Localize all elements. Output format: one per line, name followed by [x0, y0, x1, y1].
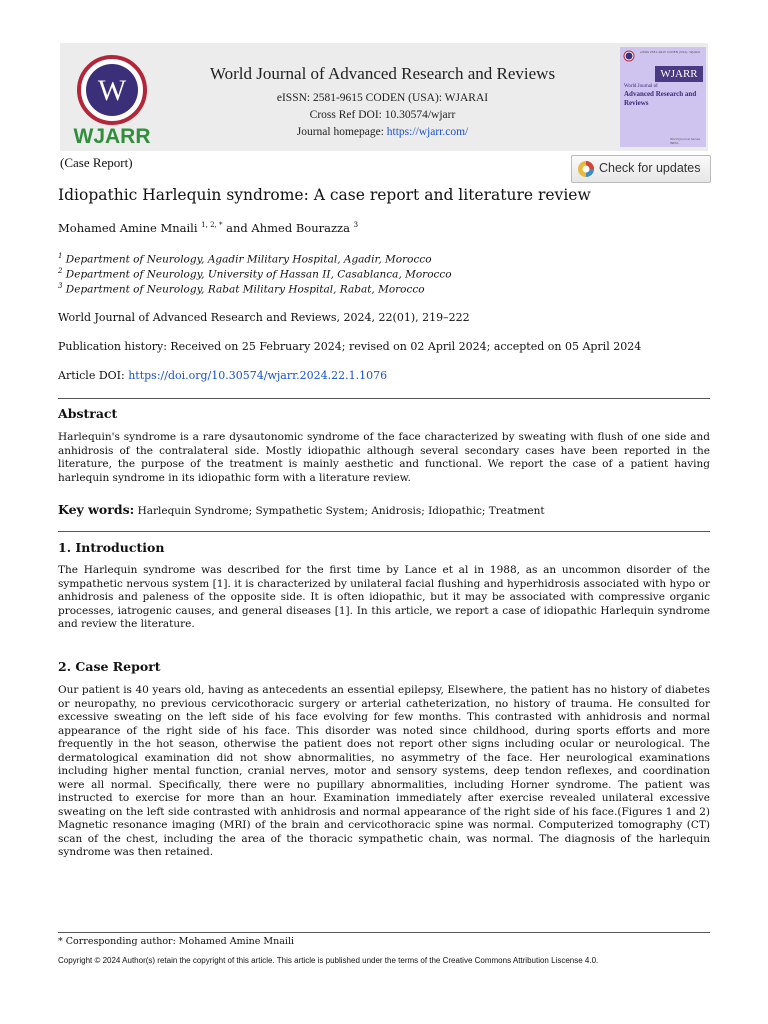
cover-logo-icon	[623, 50, 635, 62]
abstract-heading: Abstract	[58, 406, 118, 421]
affiliation: $^3$ Department of Neurology, Rabat Military Hospital, Rabat, Morocco	[58, 282, 425, 296]
keywords-text: Harlequin Syndrome; Sympathetic System; Anidrosis; Idiopathic; Treatment	[134, 505, 545, 517]
author-affiliation-marks: 1, 2, *	[201, 221, 223, 230]
cover-abbrev: WJARR	[655, 66, 703, 82]
homepage-label: Journal homepage:	[296, 126, 387, 138]
divider	[58, 531, 710, 532]
copyright-notice: Copyright © 2024 Author(s) retain the copyright of this article. This article is published under the terms of the Creative Commons Attribution Liscense 4.0.	[58, 956, 599, 965]
homepage-line	[170, 126, 595, 138]
crossref-line: Cross Ref DOI: 10.30574/wjarr	[309, 109, 456, 121]
crossmark-icon	[577, 160, 595, 178]
wjarr-logo	[70, 50, 154, 146]
article-title: Idiopathic Harlequin syndrome: A case report and literature review	[58, 186, 591, 204]
case-report-text: Our patient is 40 years old, having as antecedents an essential epilepsy, Elsewhere, the patient has no history of diabetes or neuropathy, no previous cervicothoracic surgery or arterial catheterization, no history of trauma. He consulted for excessive sweating on the left side of his face evolving for few months. This contrasted with anhidrosis and normal appearance of the right side of his face. This disorder was noted since childhood, during sports efforts and more frequently in the hot season, otherwise the patient does not report other signs including ocular or neurological. The dermatological examination did not show abnormalities, no asymmetry of the face. Her neurological examinations including higher mental function, cranial nerves, motor and sensory systems, deep tendon reflexes, and coordination were all normal. Specifically, there were no pupillary abnormalities, including Horner syndrome. The patient was instructed to exercise for more than an hour. Examination immediately after exercise revealed unilateral excessive sweating on the left side contrasted with anhidrosis and normal appearance of the right side of his face.(Figures 1 and 2) Magnetic resonance imaging (MRI) of the brain and cervicothoracic spine was normal. Computerized tomography (CT) scan of the chest, including the area of the thoracic sympathetic chain, was normal. The diagnosis of the harlequin syndrome was then retained.	[58, 684, 710, 858]
logo-text: WJARR	[73, 125, 151, 146]
author-affiliation-marks: 3	[353, 221, 359, 230]
corresponding-author: * Corresponding author: Mohamed Amine Mnaili	[58, 936, 295, 947]
article-type-label: (Case Report)	[60, 155, 133, 170]
introduction-text: The Harlequin syndrome was described for the first time by Lance et al in 1988, as an uncommon disorder of the sympathetic nervous system [1]. it is characterized by unilateral facial flushing and hyperhidrosis associated with hypo or anhidrosis and paleness of the opposite side. It is often idiopathic, but it may be associated with compressive organic processes, iatrogenic causes, and general diseases [1]. In this article, we report a case of idiopathic Harlequin syndrome and review the literature.	[58, 564, 710, 630]
logo-letter: W	[97, 74, 127, 107]
cover-title: Advanced Research and Reviews	[624, 90, 697, 107]
author-list	[58, 221, 358, 235]
author-conjunction: and Ahmed Bourazza	[222, 221, 354, 235]
keywords-line	[58, 502, 545, 517]
cover-small-title: World Journal of	[624, 84, 658, 89]
journal-name: World Journal of Advanced Research and Reviews	[209, 64, 556, 83]
footer-divider	[58, 932, 710, 933]
keywords-label: Key words:	[58, 502, 135, 517]
issn-line: eISSN: 2581-9615 CODEN (USA): WJARAI	[276, 92, 489, 104]
divider	[58, 398, 710, 399]
affiliation: $^1$ Department of Neurology, Agadir Military Hospital, Agadir, Morocco	[58, 252, 432, 266]
affiliation: $^2$ Department of Neurology, University of Hassan II, Casablanca, Morocco	[58, 267, 452, 281]
case-report-heading: 2. Case Report	[58, 659, 161, 674]
author-name: Mohamed Amine Mnaili	[58, 221, 202, 235]
introduction-heading: 1. Introduction	[58, 540, 165, 555]
homepage-link[interactable]: https://wjarr.com/	[386, 126, 469, 138]
check-for-updates-button[interactable]	[571, 155, 711, 183]
citation-line: World Journal of Advanced Research and Reviews, 2024, 22(01), 219–222	[58, 311, 470, 324]
check-updates-label: Check for updates	[599, 161, 701, 175]
doi-link[interactable]: https://doi.org/10.30574/wjarr.2024.22.1.1076	[128, 369, 388, 382]
article-doi	[58, 369, 387, 382]
publication-history: Publication history: Received on 25 February 2024; revised on 02 April 2024; accepted on 05 April 2024	[58, 340, 642, 353]
doi-label: Article DOI:	[58, 369, 129, 382]
cover-bottom-text: World Journal Series INDIA	[670, 137, 701, 145]
cover-top-text: eISSN 2581-9615 CODEN (USA): WJARAI	[640, 50, 701, 54]
abstract-text: Harlequin's syndrome is a rare dysautonomic syndrome of the face characterized by sweating with flush of one side and anhidrosis of the contralateral side. Mostly idiopathic although several secondary cases have been reported in the literature, the purpose of the treatment is mainly aesthetic and functional. We report the case of a patient having harlequin syndrome in its idiopathic form with a literature review.	[58, 431, 710, 484]
